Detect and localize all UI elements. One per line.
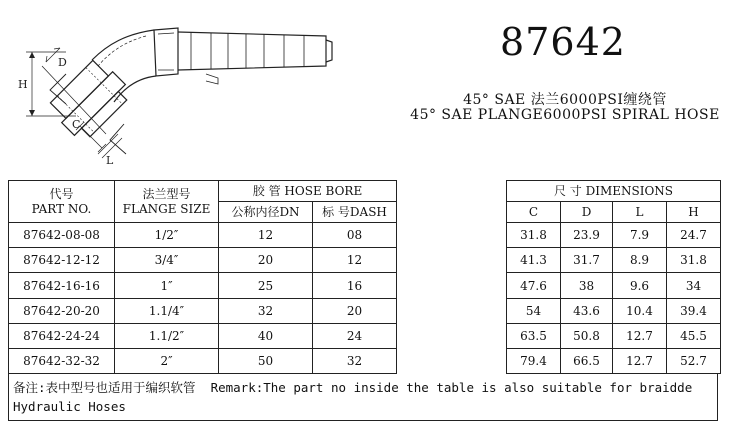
table-gap	[397, 181, 507, 374]
header-code-en: PART NO.	[31, 201, 92, 216]
row-part: 87642-24-24	[9, 323, 115, 348]
row-dn: 12	[219, 223, 313, 248]
row-flange: 3/4″	[115, 248, 219, 273]
row-l: 12.7	[613, 348, 667, 373]
row-dn: 25	[219, 273, 313, 298]
row-c: 54	[507, 298, 561, 323]
header-code-cn: 代号	[49, 186, 74, 201]
row-c: 47.6	[507, 273, 561, 298]
row-part: 87642-32-32	[9, 348, 115, 373]
header-part-no	[9, 181, 115, 223]
row-dash: 20	[313, 298, 397, 323]
row-l: 9.6	[613, 273, 667, 298]
fitting-drawing	[6, 4, 336, 172]
row-flange: 1″	[115, 273, 219, 298]
header-flange	[115, 181, 219, 223]
row-dash: 32	[313, 348, 397, 373]
header-l: L	[613, 202, 667, 223]
row-h: 39.4	[667, 298, 721, 323]
row-l: 8.9	[613, 248, 667, 273]
header-dn: 公称内径DN	[219, 202, 313, 223]
row-l: 7.9	[613, 223, 667, 248]
row-dn: 50	[219, 348, 313, 373]
remark-line-1: 备注:表中型号也适用于编织软管 Remark:The part no inside the table is also suitable for braidde	[13, 380, 693, 395]
row-flange: 1/2″	[115, 223, 219, 248]
header-hose-bore: 胶 管 HOSE BORE	[219, 181, 397, 202]
row-d: 66.5	[561, 348, 613, 373]
row-d: 31.7	[561, 248, 613, 273]
row-d: 43.6	[561, 298, 613, 323]
row-l: 10.4	[613, 298, 667, 323]
spec-table	[8, 180, 721, 374]
row-d: 38	[561, 273, 613, 298]
row-flange: 1.1/4″	[115, 298, 219, 323]
row-dash: 16	[313, 273, 397, 298]
row-d: 50.8	[561, 323, 613, 348]
row-c: 63.5	[507, 323, 561, 348]
label-c: C	[72, 118, 81, 131]
row-h: 45.5	[667, 323, 721, 348]
row-d: 23.9	[561, 223, 613, 248]
row-part: 87642-12-12	[9, 248, 115, 273]
row-dn: 20	[219, 248, 313, 273]
row-c: 41.3	[507, 248, 561, 273]
row-h: 52.7	[667, 348, 721, 373]
header-dash: 标 号DASH	[313, 202, 397, 223]
subtitle-en: 45° SAE PLANGE6000PSI SPIRAL HOSE	[410, 107, 720, 123]
label-h: H	[18, 78, 28, 91]
remark-line-2: Hydraulic Hoses	[13, 399, 126, 414]
remark-box	[8, 374, 718, 421]
row-flange: 1.1/2″	[115, 323, 219, 348]
row-c: 31.8	[507, 223, 561, 248]
row-l: 12.7	[613, 323, 667, 348]
label-d: D	[58, 56, 67, 69]
row-c: 79.4	[507, 348, 561, 373]
row-h: 24.7	[667, 223, 721, 248]
row-dash: 24	[313, 323, 397, 348]
header-flange-cn: 法兰型号	[142, 186, 191, 201]
row-part: 87642-08-08	[9, 223, 115, 248]
row-h: 31.8	[667, 248, 721, 273]
row-dn: 32	[219, 298, 313, 323]
row-part: 87642-20-20	[9, 298, 115, 323]
header-dimensions: 尺 寸 DIMENSIONS	[507, 181, 721, 202]
row-dn: 40	[219, 323, 313, 348]
header-flange-en: FLANGE SIZE	[122, 201, 211, 216]
part-number-title: 87642	[500, 20, 626, 64]
row-flange: 2″	[115, 348, 219, 373]
header-d: D	[561, 202, 613, 223]
subtitle-cn: 45° SAE 法兰6000PSI缠绕管	[463, 92, 667, 108]
row-dash: 08	[313, 223, 397, 248]
header-c: C	[507, 202, 561, 223]
header-h: H	[667, 202, 721, 223]
row-dash: 12	[313, 248, 397, 273]
row-h: 34	[667, 273, 721, 298]
row-part: 87642-16-16	[9, 273, 115, 298]
label-l: L	[106, 154, 114, 167]
